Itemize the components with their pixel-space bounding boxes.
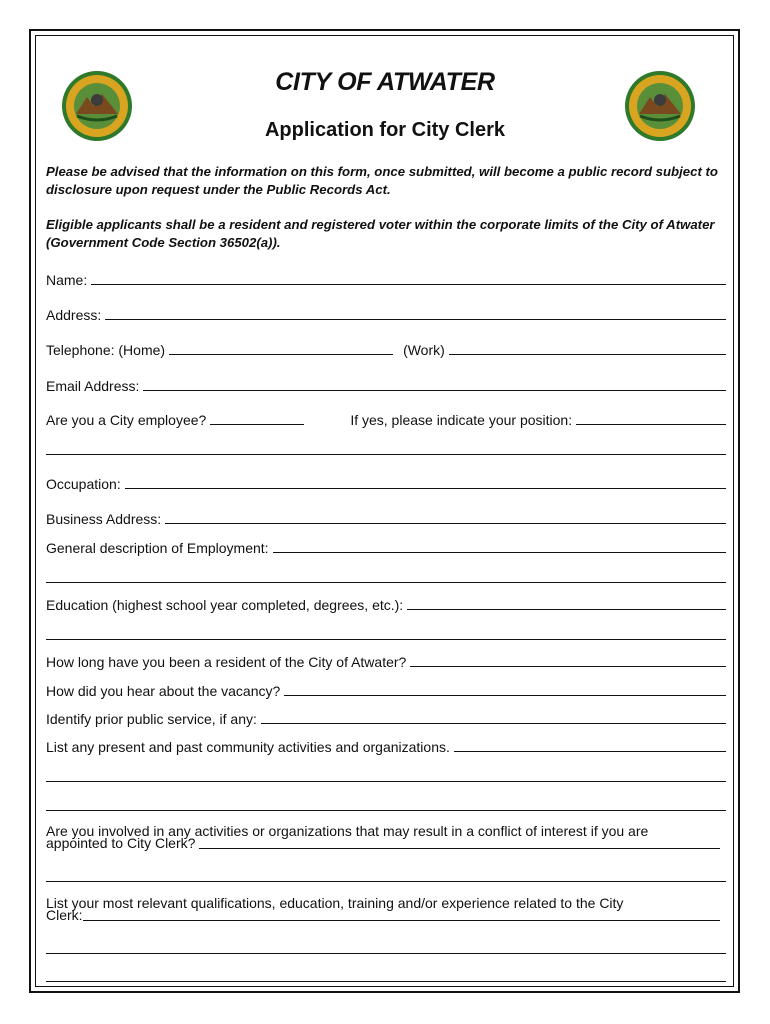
qualifications-field[interactable] [83, 920, 720, 921]
conflict-question [46, 825, 726, 849]
residency-row [46, 652, 726, 670]
telephone-home-label: Telephone: (Home) [46, 342, 166, 358]
education-field[interactable] [407, 609, 726, 610]
telephone-home-field[interactable] [169, 354, 393, 355]
residency-length-field[interactable] [410, 666, 726, 667]
qualifications-field-continued-2[interactable] [46, 981, 726, 982]
eligibility-notice: Eligible applicants shall be a resident and registered voter within the corporate limits of the City of Atwater (Government Code Section 36502(a)). [46, 217, 715, 250]
position-label: If yes, please indicate your position: [350, 412, 573, 428]
conflict-field[interactable] [199, 848, 720, 849]
form-subtitle: Application for City Clerk [264, 119, 506, 141]
community-row [46, 737, 726, 755]
occupation-row [46, 474, 726, 492]
address-row [46, 305, 726, 323]
city-employee-label: Are you a City employee? [46, 412, 207, 428]
occupation-field[interactable] [125, 488, 726, 489]
residency-length-label: How long have you been a resident of the City of Atwater? [46, 654, 407, 670]
business-address-row [46, 509, 726, 527]
email-field[interactable] [143, 390, 726, 391]
education-label: Education (highest school year completed, degrees, etc.): [46, 597, 404, 613]
public-service-field[interactable] [261, 723, 726, 724]
conflict-field-continued[interactable] [46, 881, 726, 882]
education-field-continued[interactable] [46, 639, 726, 640]
community-activities-field[interactable] [454, 751, 726, 752]
occupation-label: Occupation: [46, 476, 121, 492]
qualifications-question-line2: Clerk: [46, 907, 83, 923]
community-activities-field-continued-2[interactable] [46, 810, 726, 811]
qualifications-question [46, 897, 726, 921]
business-address-label: Business Address: [46, 511, 162, 527]
position-field[interactable] [576, 424, 726, 425]
conflict-question-line1: Are you involved in any activities or organizations that may result in a conflict of interest if you are [46, 823, 649, 839]
city-employee-field[interactable] [210, 424, 304, 425]
education-row [46, 595, 726, 613]
telephone-work-label: (Work) [403, 342, 445, 358]
telephone-row [46, 340, 726, 358]
address-field[interactable] [105, 319, 726, 320]
conflict-question-line2: appointed to City Clerk? [46, 835, 196, 851]
employment-description-field-continued[interactable] [46, 582, 726, 583]
community-activities-label: List any present and past community activities and organizations. [46, 739, 450, 755]
vacancy-row [46, 681, 726, 699]
business-address-field[interactable] [165, 523, 726, 524]
employment-description-label: General description of Employment: [46, 540, 269, 556]
public-record-notice: Please be advised that the information on this form, once submitted, will become a public record subject to disclosure upon request under the Public Records Act. [46, 164, 718, 197]
email-label: Email Address: [46, 378, 140, 394]
employment-description-field[interactable] [273, 552, 726, 553]
name-row [46, 270, 726, 288]
page-title: CITY OF ATWATER [275, 68, 495, 96]
vacancy-source-label: How did you hear about the vacancy? [46, 683, 281, 699]
employee-row [46, 410, 726, 428]
public-service-row [46, 709, 726, 727]
employment-row [46, 538, 726, 556]
email-row [46, 376, 726, 394]
address-label: Address: [46, 307, 102, 323]
telephone-work-field[interactable] [449, 354, 726, 355]
community-activities-field-continued-1[interactable] [46, 781, 726, 782]
qualifications-field-continued-1[interactable] [46, 953, 726, 954]
position-field-continued[interactable] [46, 454, 726, 455]
vacancy-source-field[interactable] [284, 695, 726, 696]
name-field[interactable] [91, 284, 726, 285]
qualifications-question-line1: List your most relevant qualifications, education, training and/or experience related to the City [46, 895, 624, 911]
name-label: Name: [46, 272, 88, 288]
public-service-label: Identify prior public service, if any: [46, 711, 257, 727]
